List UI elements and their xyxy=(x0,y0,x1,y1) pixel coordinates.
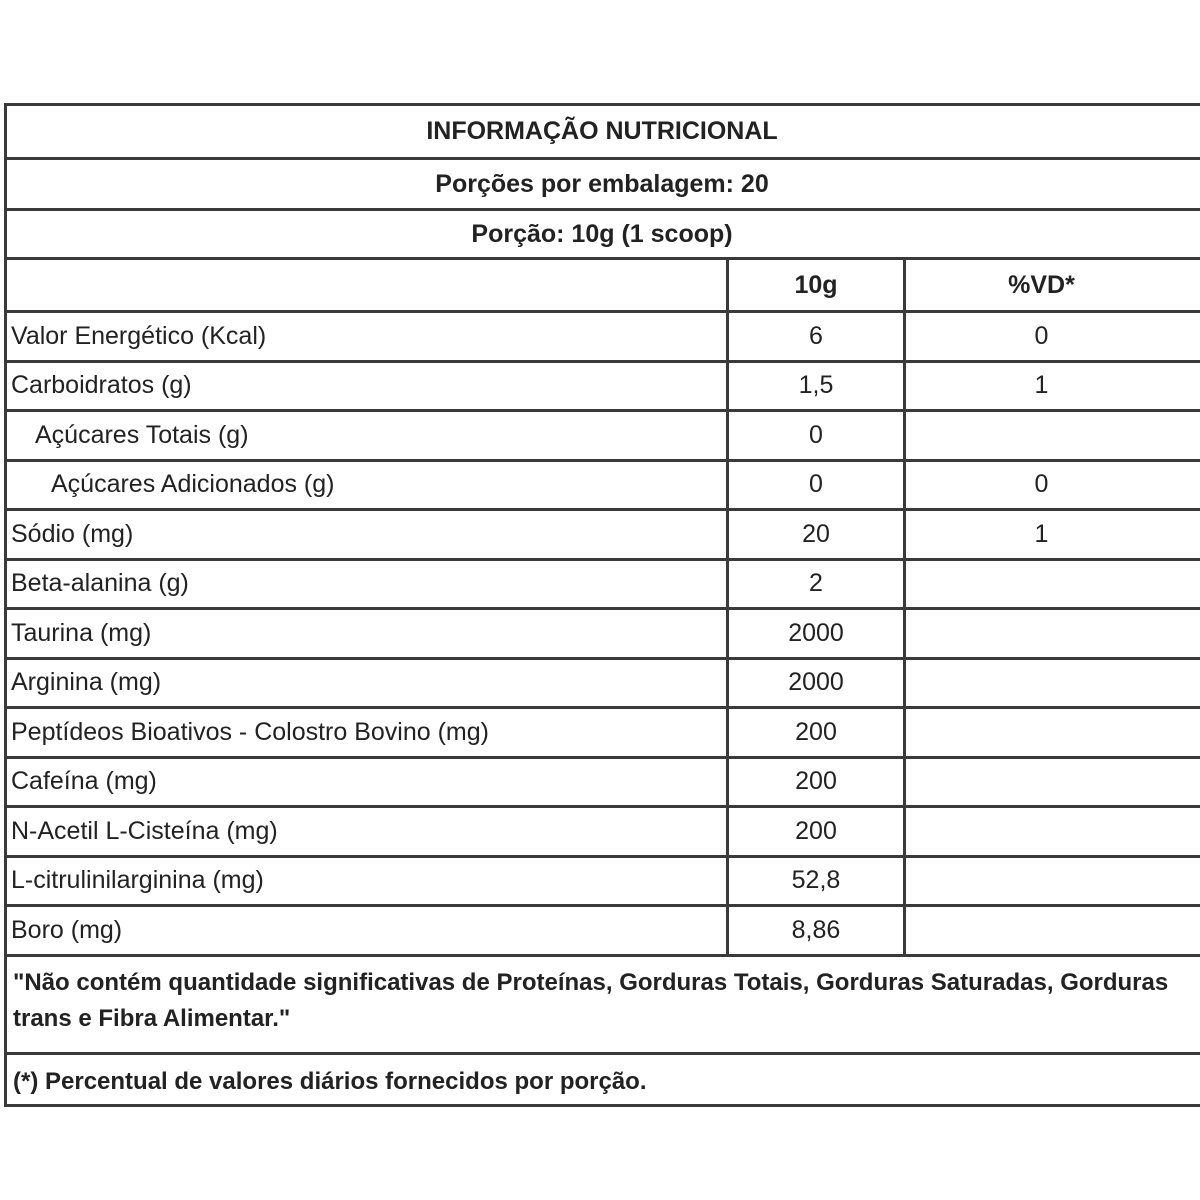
servings-per-package-row xyxy=(7,160,1200,211)
nutrient-qty: 0 xyxy=(729,412,906,459)
nutrient-vd xyxy=(906,561,1200,608)
nutrition-facts-table xyxy=(4,103,1200,1107)
nutrient-qty: 6 xyxy=(729,313,906,360)
nutrient-name: Sódio (mg) xyxy=(7,511,729,558)
nutrient-qty: 2000 xyxy=(729,660,906,707)
header-qty-cell: 10g xyxy=(729,260,906,310)
nutrient-qty: 0 xyxy=(729,462,906,509)
table-row xyxy=(7,561,1200,611)
nutrient-vd: 1 xyxy=(1034,519,1049,548)
nutrient-vd xyxy=(906,808,1200,855)
nutrient-qty: 200 xyxy=(729,709,906,756)
table-row xyxy=(7,313,1200,363)
serving-size-row xyxy=(7,211,1200,260)
nutrient-vd xyxy=(906,858,1200,905)
nutrient-name: N-Acetil L-Cisteína (mg) xyxy=(7,808,729,855)
nutrient-qty: 1,5 xyxy=(729,363,906,410)
footnote-row xyxy=(7,1055,1200,1104)
table-row xyxy=(7,709,1200,759)
nutrient-qty: 20 xyxy=(729,511,906,558)
nutrient-qty: 2000 xyxy=(729,610,906,657)
nutrient-qty: 2 xyxy=(729,561,906,608)
header-vd-cell: %VD* xyxy=(1008,270,1075,299)
nutrient-vd xyxy=(906,660,1200,707)
header-name-cell xyxy=(7,260,729,310)
nutrient-name: Valor Energético (Kcal) xyxy=(7,313,729,360)
table-row xyxy=(7,462,1200,512)
servings-per-package: Porções por embalagem: 20 xyxy=(435,169,769,198)
nutrient-name: Cafeína (mg) xyxy=(7,759,729,806)
nutrient-qty: 200 xyxy=(729,808,906,855)
nutrient-vd: 0 xyxy=(1034,470,1049,499)
table-title: INFORMAÇÃO NUTRICIONAL xyxy=(426,117,778,145)
table-row xyxy=(7,759,1200,809)
disclaimer-text: "Não contém quantidade significativas de Proteínas, Gorduras Totais, Gorduras Saturadas, Gorduras trans e Fibra Alimentar." xyxy=(13,968,1169,1032)
nutrient-name: Taurina (mg) xyxy=(7,610,729,657)
nutrient-disclaimer xyxy=(7,957,1200,1055)
nutrient-vd xyxy=(906,412,1200,459)
nutrient-vd: 1 xyxy=(1034,371,1049,400)
nutrient-name: Boro (mg) xyxy=(7,907,729,954)
table-row xyxy=(7,660,1200,710)
column-header-row xyxy=(7,260,1200,313)
table-row xyxy=(7,363,1200,413)
table-row xyxy=(7,808,1200,858)
nutrient-name: L-citrulinilarginina (mg) xyxy=(7,858,729,905)
nutrient-qty: 8,86 xyxy=(729,907,906,954)
table-title-row xyxy=(7,106,1200,160)
nutrient-vd xyxy=(906,907,1200,954)
serving-size: Porção: 10g (1 scoop) xyxy=(471,219,733,248)
table-row xyxy=(7,610,1200,660)
nutrient-name: Açúcares Totais (g) xyxy=(7,412,729,459)
nutrient-name: Carboidratos (g) xyxy=(7,363,729,410)
table-row xyxy=(7,412,1200,462)
nutrient-vd xyxy=(906,610,1200,657)
table-row xyxy=(7,858,1200,908)
nutrient-name: Peptídeos Bioativos - Colostro Bovino (mg) xyxy=(7,709,729,756)
nutrient-qty: 200 xyxy=(729,759,906,806)
nutrient-vd xyxy=(906,759,1200,806)
nutrient-name: Açúcares Adicionados (g) xyxy=(7,462,729,509)
footnote-text: (*) Percentual de valores diários fornecidos por porção. xyxy=(13,1068,647,1095)
nutrient-qty: 52,8 xyxy=(729,858,906,905)
nutrient-name: Beta-alanina (g) xyxy=(7,561,729,608)
nutrient-name: Arginina (mg) xyxy=(7,660,729,707)
nutrient-vd xyxy=(906,709,1200,756)
table-row xyxy=(7,511,1200,561)
nutrient-vd: 0 xyxy=(1034,321,1049,350)
table-row xyxy=(7,907,1200,957)
